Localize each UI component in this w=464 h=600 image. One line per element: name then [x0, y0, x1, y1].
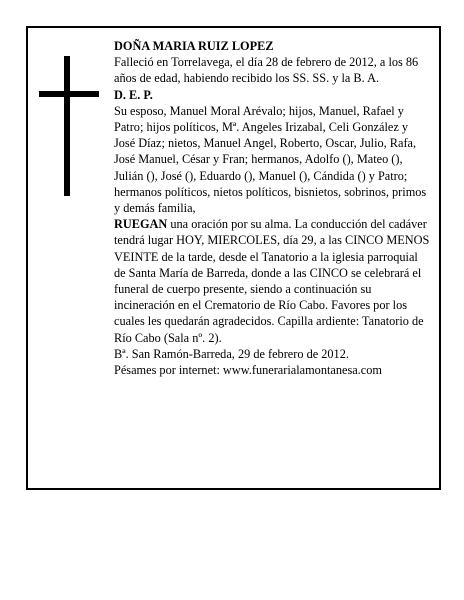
request-text: una oración por su alma. La conducción del cadáver tendrá lugar HOY, MIERCOLES, día 29, a las CINCO MENOS VEINTE de la tarde, desde el Tanatorio a la iglesia parroquial de Santa María de Barreda, donde a las CINCO se celebrará el funeral de cuerpo presente, siendo a continuación su incineración en el Crematorio de Río Cabo. Favores por los cuales les quedarán agradecidos. Capilla ardiente: Tanatorio de Río Cabo (Sala nº. 2). — [114, 217, 430, 345]
family-list: Su esposo, Manuel Moral Arévalo; hijos, Manuel, Rafael y Patro; hijos políticos, Mª. Angeles Irizabal, Celi González y José Díaz; nietos, Manuel Angel, Roberto, Oscar, Julio, Rafa, José Manuel, César y Fran; hermanos, Adolfo (), Mateo (), Julián (), José (), Eduardo (), Manuel (), Cándida () y Patro; hermanos políticos, nietos políticos, bisnietos, sobrinos, primos y demás familia, — [114, 103, 427, 216]
death-statement: Falleció en Torrelavega, el día 28 de febrero de 2012, a los 86 años de edad, habiendo recibido los SS. SS. y la B. A. — [114, 55, 419, 86]
condolences-line: Pésames por internet: www.funerarialamontanesa.com — [114, 363, 382, 378]
rip-heading: D. E. P. — [114, 87, 153, 102]
place-date: Bª. San Ramón-Barreda, 29 de febrero de 2012. — [114, 346, 349, 361]
deceased-name: DOÑA MARIA RUIZ LOPEZ — [114, 39, 274, 53]
cross-icon — [39, 56, 99, 196]
obituary-text — [114, 38, 432, 378]
service-details — [114, 216, 432, 346]
request-word: RUEGAN — [114, 217, 168, 232]
